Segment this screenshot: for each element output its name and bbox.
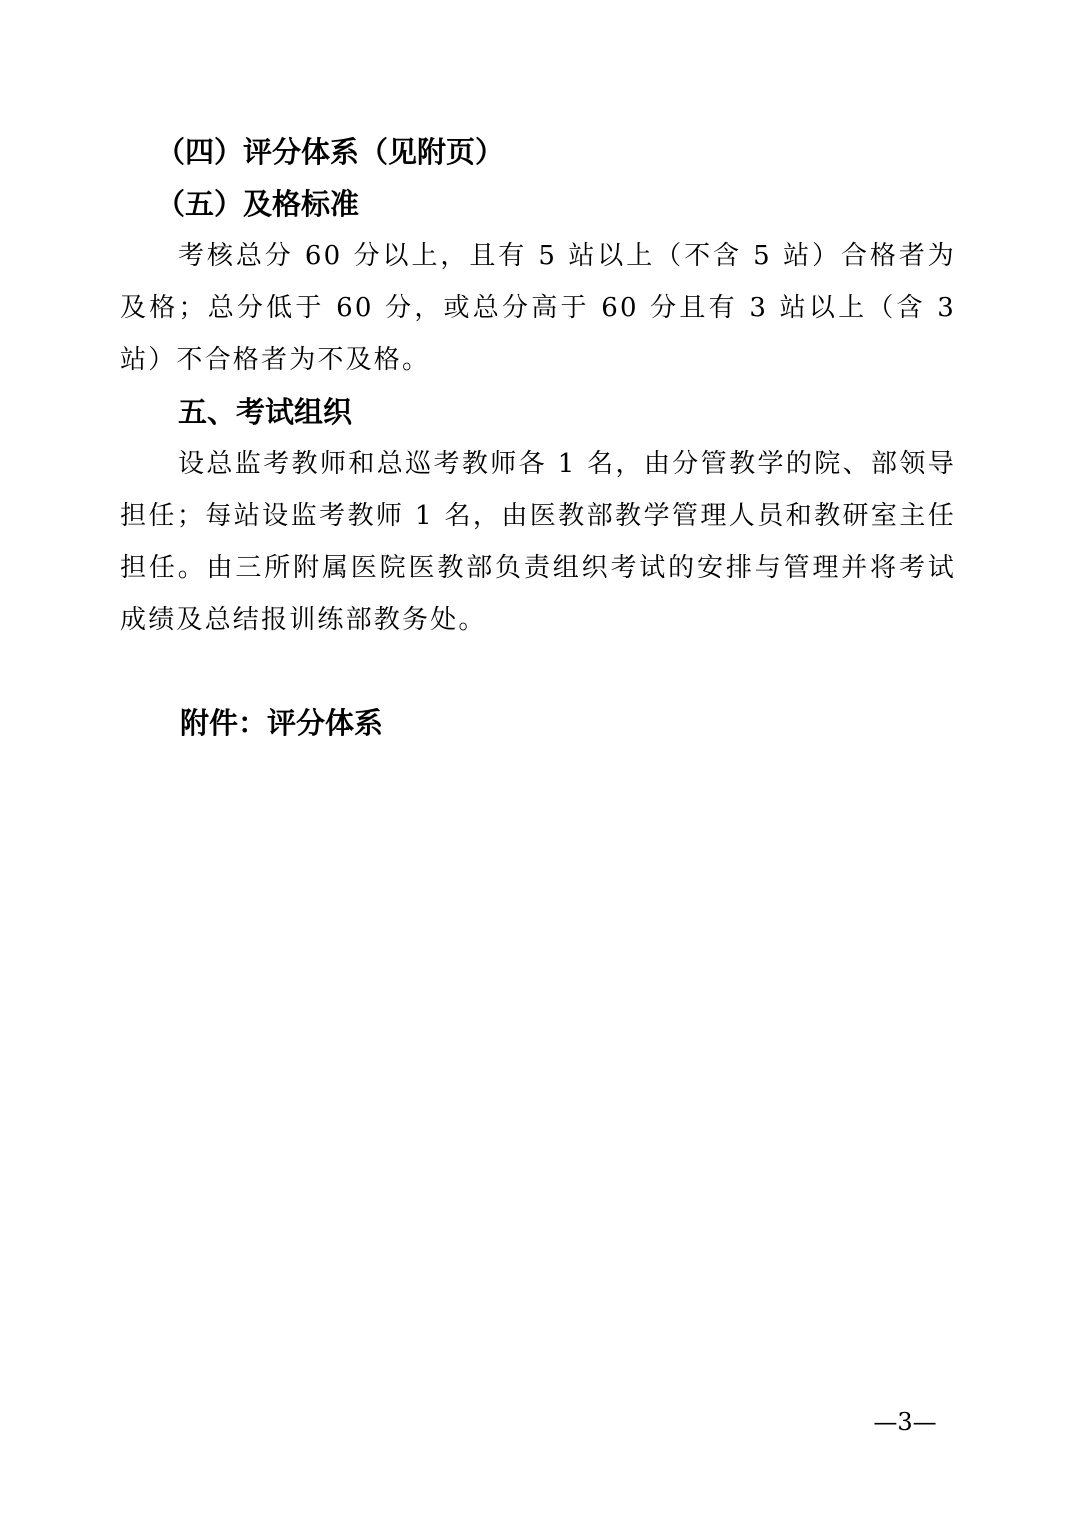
paragraph-exam-organization: 设总监考教师和总巡考教师各 1 名，由分管教学的院、部领导担任；每站设监考教师 1 名，由医教部教学管理人员和教研室主任担任。由三所附属医院医教部负责组织考试的安排与管理并将考试成绩及总结报训练部教务处。	[120, 449, 956, 635]
page-number: —3—	[873, 1408, 937, 1436]
attachment-label: 附件：评分体系	[180, 706, 384, 740]
document-body	[120, 126, 956, 646]
section-heading-exam-organization: 五、考试组织	[178, 395, 353, 429]
section-heading-pass-standard: （五）及格标准	[156, 187, 360, 221]
paragraph-pass-standard: 考核总分 60 分以上，且有 5 站以上（不含 5 站）合格者为及格；总分低于 60 分，或总分高于 60 分且有 3 站以上（含 3 站）不合格者为不及格。	[120, 241, 956, 375]
section-heading-scoring-system: （四）评分体系（见附页）	[156, 135, 505, 169]
